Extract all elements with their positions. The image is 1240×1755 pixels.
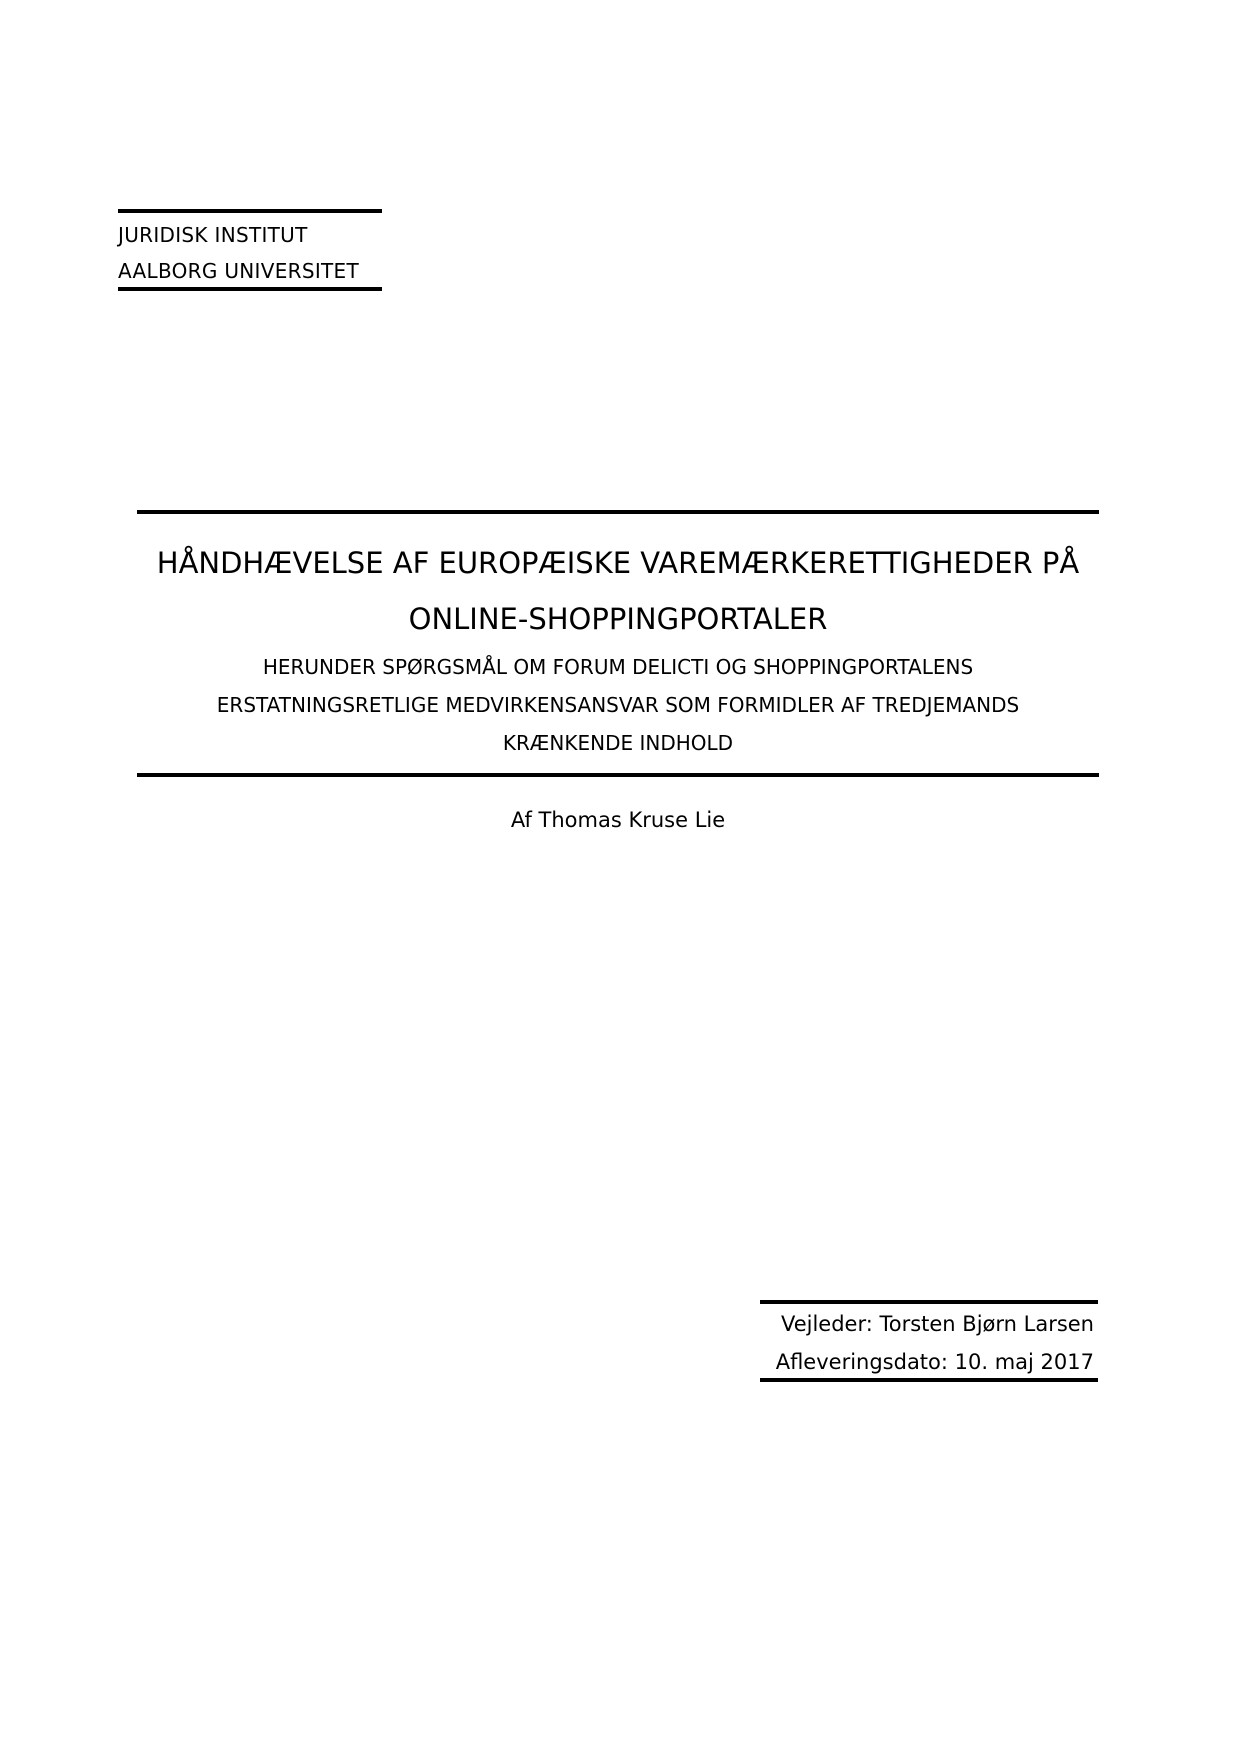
title-bottom-rule: [137, 773, 1099, 777]
author-line: Af Thomas Kruse Lie: [510, 808, 726, 832]
university-name: AALBORG UNIVERSITET: [118, 259, 360, 283]
submission-date: Afleveringsdato: 10. maj 2017: [775, 1350, 1094, 1374]
supervisor-bottom-rule: [760, 1378, 1098, 1382]
supervisor-name: Vejleder: Torsten Bjørn Larsen: [780, 1312, 1094, 1336]
subtitle-line-1: HERUNDER SPØRGSMÅL OM FORUM DELICTI OG SHOPPINGPORTALENS: [262, 655, 974, 679]
institution-top-rule: [118, 209, 382, 213]
title-line-1: HÅNDHÆVELSE AF EUROPÆISKE VAREMÆRKERETTIGHEDER PÅ: [156, 546, 1080, 580]
title-top-rule: [137, 510, 1099, 514]
institution-bottom-rule: [118, 287, 382, 291]
supervisor-top-rule: [760, 1300, 1098, 1304]
subtitle-line-3: KRÆNKENDE INDHOLD: [502, 731, 734, 755]
title-line-2: ONLINE-SHOPPINGPORTALER: [408, 602, 828, 636]
subtitle-line-2: ERSTATNINGSRETLIGE MEDVIRKENSANSVAR SOM FORMIDLER AF TREDJEMANDS: [216, 693, 1020, 717]
institution-name: JURIDISK INSTITUT: [118, 223, 308, 247]
